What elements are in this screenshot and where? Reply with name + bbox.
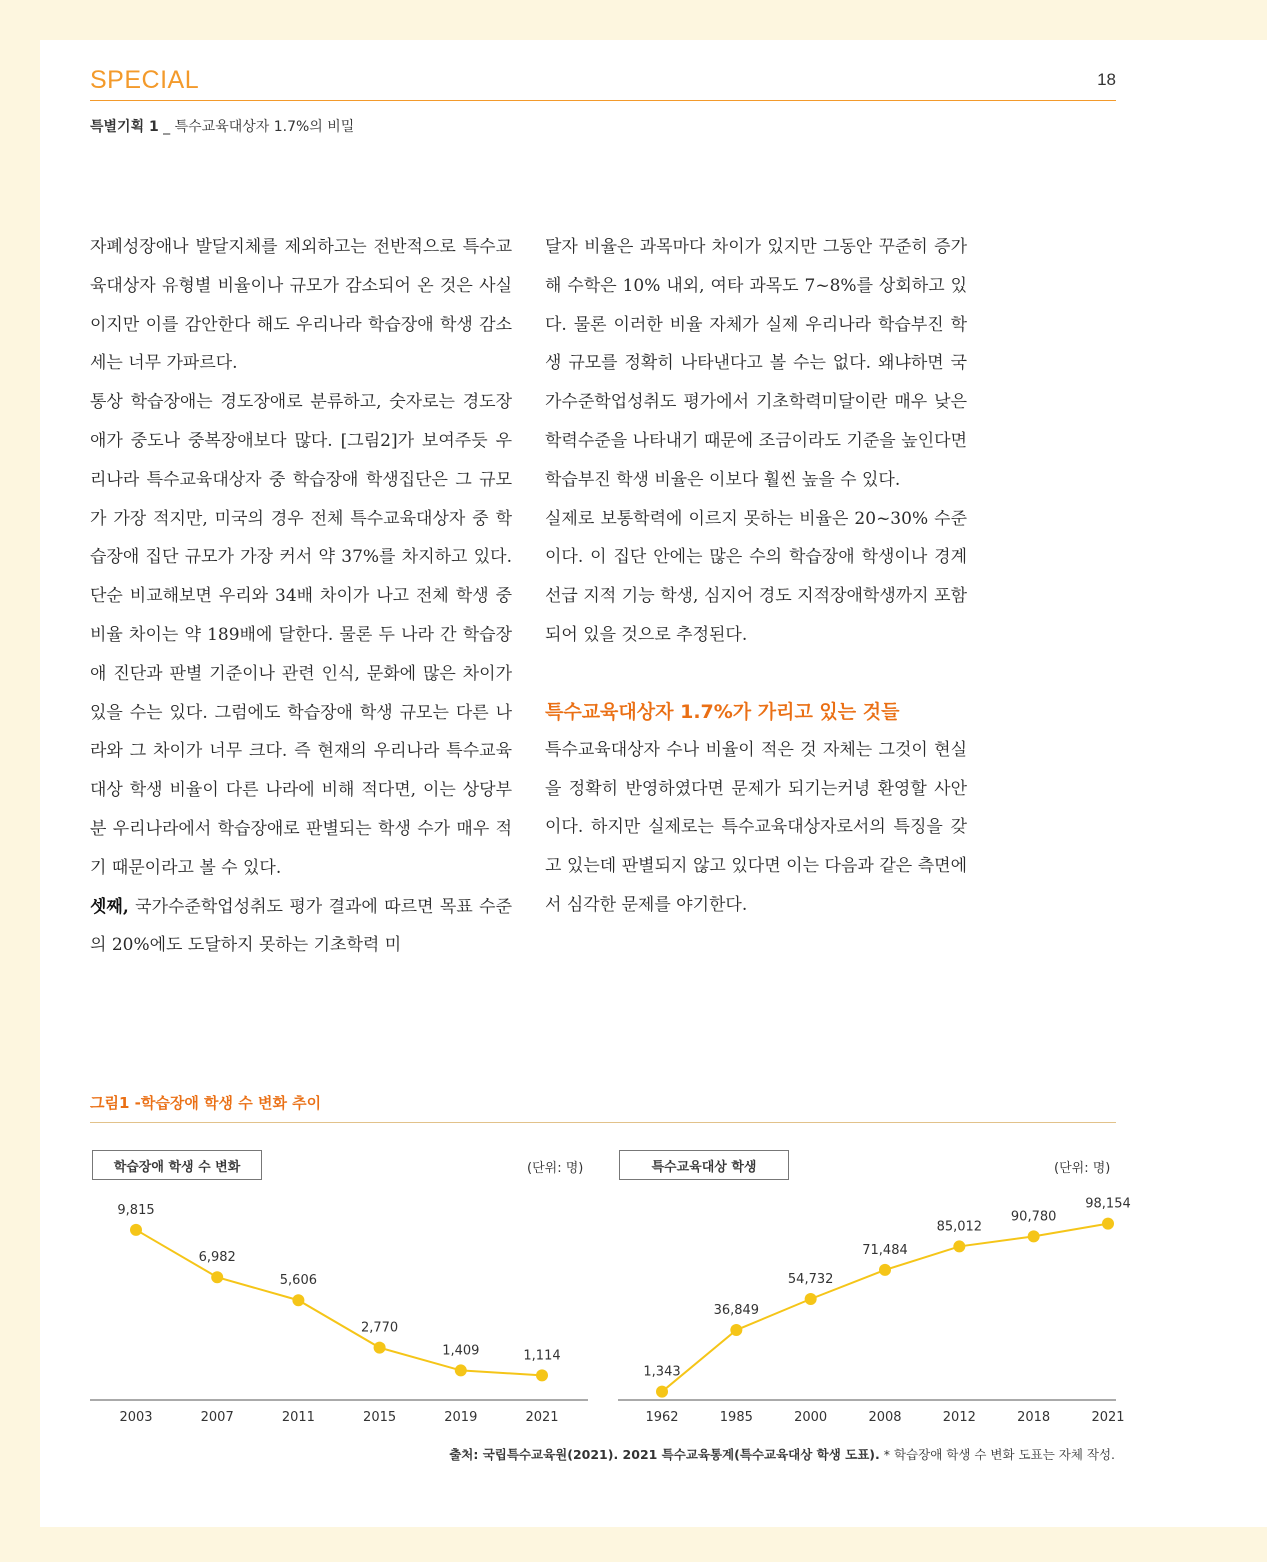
- paragraph: 통상 학습장애는 경도장애로 분류하고, 숫자로는 경도장애가 중도나 중복장애보다 많다. [그림2]가 보여주듯 우리나라 특수교육대상자 중 학습장애 학생집단은 그 규모가 가장 적지만, 미국의 경우 전체 특수교육대상자 중 학습장애 집단 규모가 가장 커서 약 37%를 차지하고 있다. 단순 비교해보면 우리와 34배 차이가 나고 전체 학생 중 비율 차이는 약 189배에 달한다. 물론 두 나라 간 학습장애 진단과 판별 기준이나 관련 인식, 문화에 많은 차이가 있을 수는 있다. 그럼에도 학습장애 학생 규모는 다른 나라와 그 차이가 너무 크다. 즉 현재의 우리나라 특수교육대상 학생 비율이 다른 나라에 비해 적다면, 이는 상당부분 우리나라에서 학습장애로 판별되는 학생 수가 매우 적기 때문이라고 볼 수 있다.: [90, 392, 512, 878]
- data-label: 54,732: [787, 1271, 834, 1287]
- x-tick-label: 2018: [1017, 1410, 1051, 1425]
- data-point: [455, 1364, 467, 1376]
- figure-title: 그림1 -학습장애 학생 수 변화 추이: [90, 1094, 322, 1112]
- section-brand: SPECIAL: [90, 66, 200, 94]
- x-tick-label: 2011: [281, 1410, 315, 1425]
- figure-divider: [90, 1122, 1116, 1123]
- header-divider: [90, 100, 1116, 101]
- data-label: 90,780: [1010, 1209, 1057, 1225]
- x-tick-label: 2012: [942, 1410, 976, 1425]
- paragraph-lead: 셋째,: [90, 896, 129, 917]
- paragraph: 자폐성장애나 발달지체를 제외하고는 전반적으로 특수교육대상자 유형별 비율이나 규모가 감소되어 온 것은 사실이지만 이를 감안한다 해도 우리나라 학습장애 학생 감소세는 너무 가파르다.: [90, 237, 512, 374]
- chart-1-title-box: [92, 1150, 262, 1180]
- chart-2-title: 특수교육대상 학생: [651, 1159, 757, 1175]
- data-point: [805, 1293, 817, 1305]
- data-label: 1,343: [643, 1364, 681, 1380]
- data-label: 1,409: [442, 1343, 480, 1359]
- data-label: 98,154: [1085, 1196, 1131, 1212]
- paragraph: 특수교육대상자 수나 비율이 적은 것 자체는 그것이 현실을 정확히 반영하였다면 문제가 되기는커녕 환영할 사안이다. 하지만 실제로는 특수교육대상자로서의 특징을 갖고 있는데 판별되지 않고 있다면 이는 다음과 같은 측면에서 심각한 문제를 야기한다.: [545, 739, 967, 915]
- x-tick-label: 2008: [868, 1410, 902, 1425]
- data-label: 85,012: [936, 1219, 983, 1235]
- series-label: 특별기획 1: [90, 119, 159, 135]
- figure-source: [449, 1445, 1115, 1463]
- article-title: 특수교육대상자 1.7%의 비밀: [174, 119, 355, 135]
- data-label: 36,849: [713, 1303, 760, 1319]
- x-tick-label: 2003: [119, 1410, 153, 1425]
- x-tick-label: 1962: [645, 1410, 679, 1425]
- paragraph: 실제로 보통학력에 이르지 못하는 비율은 20~30% 수준이다. 이 집단 안에는 많은 수의 학습장애 학생이나 경계선급 지적 기능 학생, 심지어 경도 지적장애학생까지 포함되어 있을 것으로 추정된다.: [545, 508, 967, 645]
- paragraph: 달자 비율은 과목마다 차이가 있지만 그동안 꾸준히 증가해 수학은 10% 내외, 여타 과목도 7~8%를 상회하고 있다. 물론 이러한 비율 자체가 실제 우리나라 학습부진 학생 규모를 정확히 나타낸다고 볼 수는 없다. 왜냐하면 국가수준학업성취도 평가에서 기초학력미달이란 매우 낮은 학력수준을 나타내기 때문에 조금이라도 기준을 높인다면 학습부진 학생 비율은 이보다 훨씬 높을 수 있다.: [545, 237, 967, 490]
- chart-1-unit: (단위: 명): [527, 1161, 584, 1176]
- series-line: [136, 1230, 542, 1376]
- data-point: [374, 1342, 386, 1354]
- paragraph-text: 국가수준학업성취도 평가 결과에 따르면 목표 수준의 20%에도 도달하지 못하는 기초학력 미: [90, 896, 512, 956]
- data-point: [536, 1369, 548, 1381]
- data-label: 5,606: [279, 1273, 318, 1289]
- data-point: [656, 1386, 668, 1398]
- data-point: [730, 1324, 742, 1336]
- chart-1-title: 학습장애 학생 수 변화: [113, 1159, 241, 1175]
- separator: _: [163, 119, 171, 135]
- data-point: [292, 1294, 304, 1306]
- x-tick-label: 2015: [363, 1410, 397, 1425]
- chart-2-title-box: [619, 1150, 789, 1180]
- chart-learning-disability: [90, 1180, 588, 1430]
- data-label: 9,815: [117, 1202, 155, 1218]
- data-label: 6,982: [198, 1250, 236, 1266]
- x-tick-label: 2007: [200, 1410, 234, 1425]
- chart-2-unit: (단위: 명): [1054, 1161, 1111, 1176]
- right-column: [545, 228, 967, 925]
- paragraph: [90, 888, 512, 966]
- data-point: [1102, 1218, 1114, 1230]
- data-point: [211, 1271, 223, 1283]
- magazine-page: [40, 40, 1267, 1527]
- x-tick-label: 2021: [1091, 1410, 1125, 1425]
- chart-special-education: [618, 1180, 1131, 1430]
- source-bold: 출처: 국립특수교육원(2021). 2021 특수교육통계(특수교육대상 학생 도표).: [449, 1447, 880, 1462]
- data-label: 2,770: [360, 1320, 399, 1336]
- article-subtitle: [90, 116, 354, 136]
- page-number: 18: [1097, 70, 1116, 89]
- x-tick-label: 2000: [794, 1410, 828, 1425]
- left-column: [90, 228, 512, 965]
- data-point: [1028, 1230, 1040, 1242]
- source-note: * 학습장애 학생 수 변화 도표는 자체 작성.: [879, 1447, 1115, 1462]
- x-tick-label: 1985: [719, 1410, 753, 1425]
- data-point: [879, 1264, 891, 1276]
- data-label: 71,484: [862, 1242, 908, 1258]
- x-tick-label: 2019: [444, 1410, 478, 1425]
- data-point: [130, 1224, 142, 1236]
- x-tick-label: 2021: [525, 1410, 559, 1425]
- section-heading: 특수교육대상자 1.7%가 가리고 있는 것들: [545, 700, 900, 723]
- data-point: [953, 1240, 965, 1252]
- data-label: 1,114: [523, 1348, 561, 1364]
